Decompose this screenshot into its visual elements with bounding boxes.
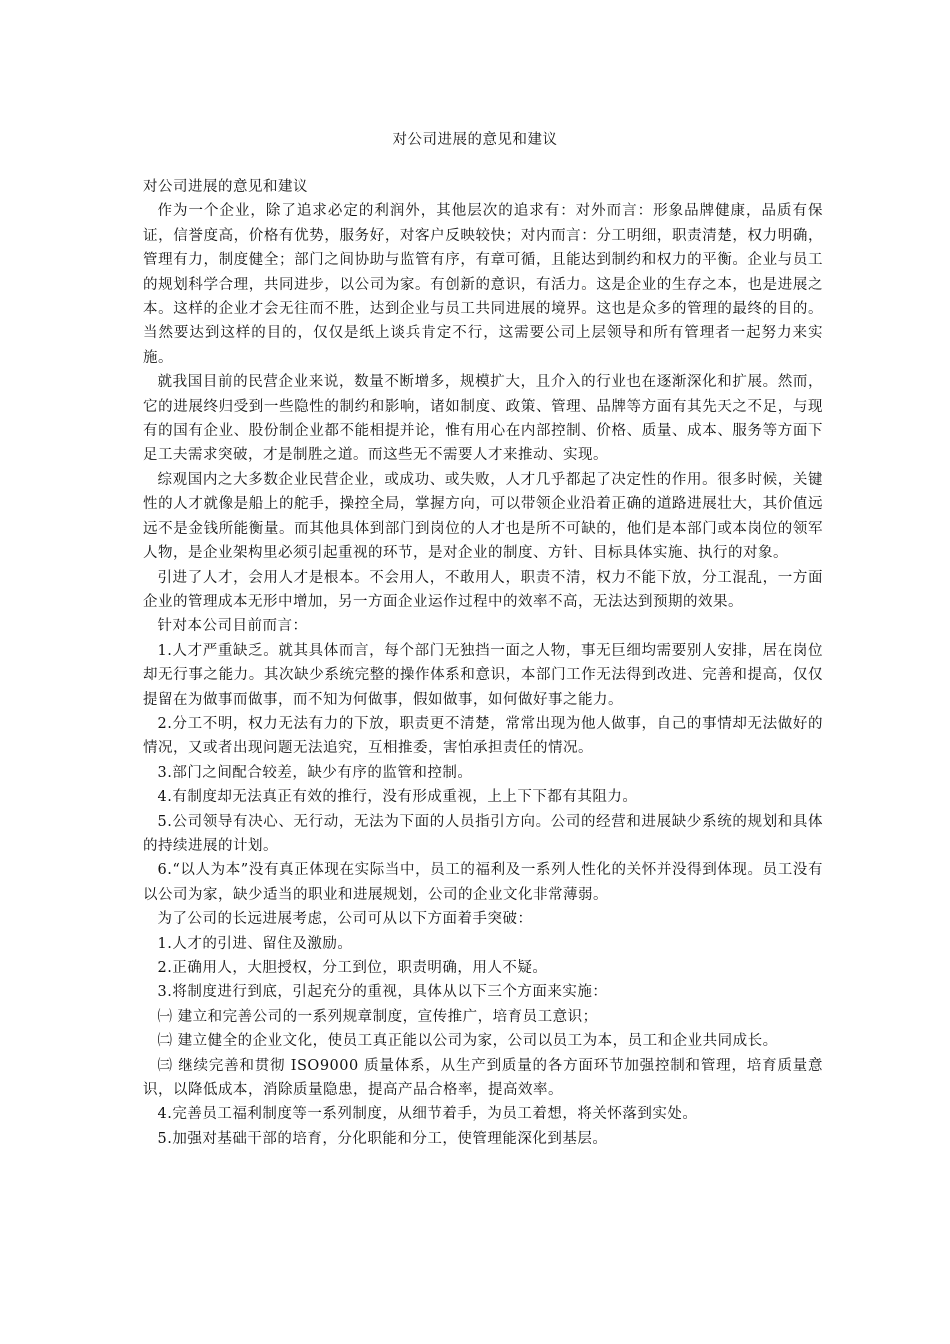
list-item: 4.完善员工福利制度等一系列制度，从细节着手，为员工着想，将关怀落到实处。	[157, 1106, 698, 1123]
sub-list-item: ㈢ 继续完善和贯彻 ISO9000 质量体系，从生产到质量的各方面环节加强控制和管理，培育质量意识，以降低成本，消除质量隐患，提高产品合格率，提高效率。	[143, 1057, 823, 1099]
paragraph: 针对本公司目前而言：	[157, 618, 308, 635]
document-body	[143, 175, 823, 1151]
list-item: 5.公司领导有决心、无行动，无法为下面的人员指引方向。公司的经营和进展缺少系统的规划和具体的持续进展的计划。	[143, 813, 823, 854]
list-item: 2.分工不明，权力无法有力的下放，职责更不清楚，常常出现为他人做事，自己的事情却无法做好的情况，又或者出现问题无法追究，互相推委，害怕承担责任的情况。	[143, 715, 823, 757]
list-item: 3.部门之间配合较差，缺少有序的监管和控制。	[157, 764, 473, 781]
list-item: 3.将制度进行到底，引起充分的重视，具体从以下三个方面来实施：	[157, 984, 608, 1001]
section-heading: 对公司进展的意见和建议	[143, 179, 308, 195]
list-item: 6.“以人为本”没有真正体现在实际当中，员工的福利及一系列人性化的关怀并没得到体现。员工没有以公司为家，缺少适当的职业和进展规划，公司的企业文化非常薄弱。	[143, 862, 823, 903]
paragraph: 引进了人才，会用人才是根本。不会用人，不敢用人，职责不清，权力不能下放，分工混乱，一方面企业的管理成本无形中增加，另一方面企业运作过程中的效率不高，无法达到预期的效果。	[143, 569, 823, 610]
list-item: 1.人才严重缺乏。就其具体而言，每个部门无独挡一面之人物，事无巨细均需要别人安排，居在岗位却无行事之能力。其次缺少系统完整的操作体系和意识，本部门工作无法得到改进、完善和提高，仅仅提留在为做事而做事，而不知为何做事，假如做事，如何做好事之能力。	[143, 642, 823, 708]
document-title: 对公司进展的意见和建议	[392, 132, 558, 148]
sub-list-item: ㈠ 建立和完善公司的一系列规章制度，宣传推广，培育员工意识；	[157, 1008, 598, 1025]
list-item: 1.人才的引进、留住及激励。	[157, 935, 353, 952]
list-item: 4.有制度却无法真正有效的推行，没有形成重视，上上下下都有其阻力。	[157, 789, 638, 806]
paragraph: 就我国目前的民营企业来说，数量不断增多，规模扩大，且介入的行业也在逐渐深化和扩展。然而，它的进展终归受到一些隐性的制约和影响，诸如制度、政策、管理、品牌等方面有其先天之不足，与现有的国有企业、股份制企业都不能相提并论，惟有用心在内部控制、价格、质量、成本、服务等方面下足工夫需求突破，才是制胜之道。而这些无不需要人才来推动、实现。	[143, 374, 823, 464]
paragraph: 作为一个企业，除了追求必定的利润外，其他层次的追求有：对外而言：形象品牌健康，品质有保证，信誉度高，价格有优势，服务好，对客户反映较快；对内而言：分工明细，职责清楚，权力明确，管理有力，制度健全；部门之间协助与监管有序，有章可循，且能达到制约和权力的平衡。企业与员工的规划科学合理，共同进步，以公司为家。有创新的意识，有活力。这是企业的生存之本，也是进展之本。这样的企业才会无往而不胜，达到企业与员工共同进展的境界。这也是众多的管理的最终的目的。当然要达到这样的目的，仅仅是纸上谈兵肯定不行，这需要公司上层领导和所有管理者一起努力来实施。	[143, 203, 823, 366]
list-item: 2.正确用人，大胆授权，分工到位，职责明确，用人不疑。	[157, 960, 548, 976]
paragraph: 综观国内之大多数企业民营企业，或成功、或失败，人才几乎都起了决定性的作用。很多时候，关键性的人才就像是船上的舵手，操控全局，掌握方向，可以带领企业沿着正确的道路进展壮大，其价值远远不是金钱所能衡量。而其他具体到部门到岗位的人才也是所不可缺的，他们是本部门或本岗位的领军人物，是企业架构里必须引起重视的环节，是对企业的制度、方针、目标具体实施、执行的对象。	[143, 471, 823, 562]
sub-list-item: ㈡ 建立健全的企业文化，使员工真正能以公司为家，公司以员工为本，员工和企业共同成长。	[157, 1033, 778, 1050]
list-item: 5.加强对基础干部的培育，分化职能和分工，使管理能深化到基层。	[157, 1130, 608, 1147]
paragraph: 为了公司的长远进展考虑，公司可从以下方面着手突破：	[157, 911, 533, 928]
